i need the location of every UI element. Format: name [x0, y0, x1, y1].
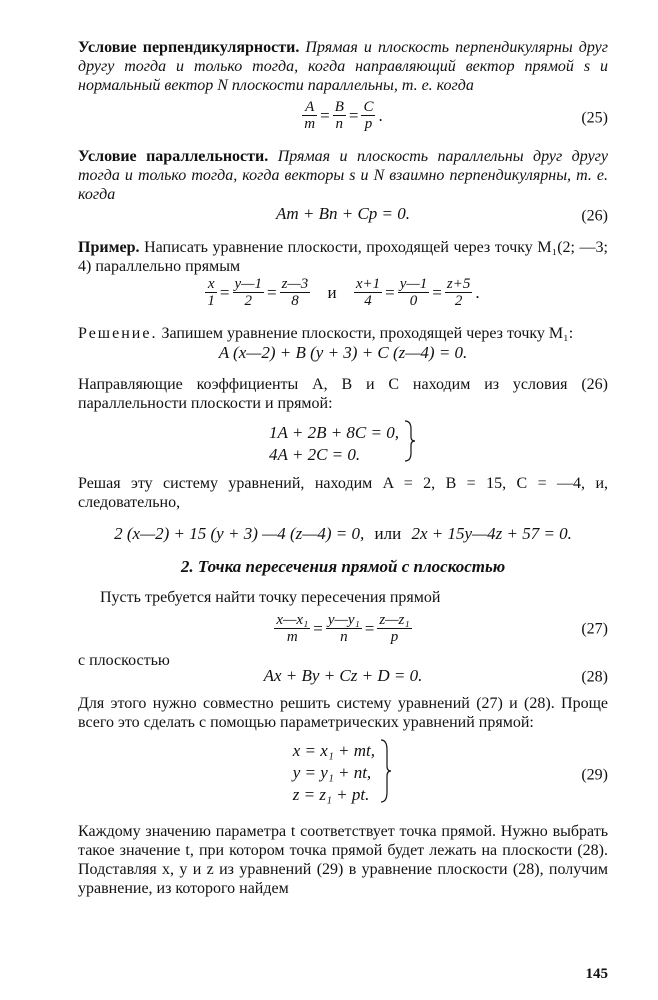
right-brace-icon: [379, 738, 393, 808]
intro-paragraph: Пусть требуется найти точку пересечения прямой: [100, 589, 441, 606]
parallelism-condition: [78, 147, 608, 204]
result-equation: 2 (x—2) + 15 (y + 3) —4 (z—4) = 0, или 2x + 15y—4z + 57 = 0.: [114, 524, 572, 543]
fraction-c-p: $\frac{C}{p}$: [363, 99, 374, 132]
fraction-b-n: $\frac{B}{n}$: [334, 99, 344, 132]
example-text: Написать уравнение плоскости, проходящей через точку M₁(2; —3; 4) параллельно прямым: [78, 239, 608, 275]
example-title: Пример.: [78, 239, 140, 256]
perp-text: Прямая и плоскость перпендикулярны друг другу тогда и только тогда, когда направляющий вектор прямой s и нормальный вектор N плоскости параллельны, т. е. когда: [78, 39, 609, 94]
example-paragraph: [78, 238, 608, 276]
system-1-row-1: 1A + 2B + 8C = 0,: [269, 422, 399, 442]
with-plane-text: с плоскостью: [78, 652, 170, 669]
and-word: и: [327, 283, 337, 302]
equation-number-28: (28): [581, 668, 608, 686]
equation-26-expr: Am + Bn + Cp = 0.: [275, 204, 411, 223]
equation-26: [78, 204, 608, 228]
eq29-row-3: z = z₁ + pt.: [292, 785, 370, 804]
solution-label: Решение.: [78, 325, 158, 342]
equation-25: $\frac{A}{m}$ = $\frac{B}{n}$ = $\frac{C}{p}$ . (25): [304, 99, 608, 132]
equation-number-29: (29): [581, 766, 608, 784]
equation-number-25: (25): [581, 109, 608, 127]
par-text: Прямая и плоскость параллельны друг другу тогда и только тогда, когда векторы s и N взаимно перпендикулярны, т. е. когда: [78, 148, 609, 203]
equation-number-26: (26): [581, 207, 608, 225]
joint-paragraph: Для этого нужно совместно решить систему уравнений (27) и (28). Проще всего это сделать с помощью параметрических уравнений прямой:: [78, 695, 608, 731]
equation-29: [78, 738, 608, 812]
solution-paragraph: [78, 324, 608, 343]
system-1: [78, 419, 608, 468]
equation-28: Ax + By + Cz + D = 0. (28): [263, 666, 608, 686]
perp-title: Условие перпендикулярности.: [78, 39, 300, 56]
eq29-row-1: x = x₁ + mt,: [292, 741, 375, 760]
solve-paragraph: Решая эту систему уравнений, находим A = 2, B = 15, C = —4, и, следовательно,: [78, 475, 608, 511]
perpendicularity-condition: [78, 38, 608, 95]
fraction-a-m: $\frac{A}{m}$: [304, 99, 316, 132]
section-heading: 2. Точка пересечения прямой с плоскостью: [180, 557, 506, 576]
system-1-row-2: 4A + 2C = 0.: [269, 444, 361, 464]
page-content: [78, 38, 608, 898]
equation-27: $\frac{\text{x—x₁}}{m}$ = $\frac{\text{y—y₁}}{n}$ = $\frac{\text{z—z₁}}{p}$ (27): [276, 612, 608, 645]
solution-text: Запишем уравнение плоскости, проходящей через точку M₁:: [161, 325, 574, 342]
equation-number-27: (27): [581, 620, 608, 638]
given-lines: $\frac{x}{1}$ = $\frac{y—1}{2}$ = $\frac{z—3}{8}$ и $\frac{x+1}{4}$ = $\frac{y—1}{0}$ = $\frac{z+5}{2}$ .: [207, 276, 480, 309]
eq29-row-2: y = y₁ + nt,: [292, 763, 372, 782]
right-brace-icon: [403, 419, 417, 468]
page-number: 145: [585, 966, 608, 982]
final-paragraph: Каждому значению параметра t соответствует точка прямой. Нужно выбрать такое значение t, при котором точка прямой будет лежать на плоскости (28). Подставляя x, y и z из уравнений (29) в уравнение плоскости (28), получим уравнение, из которого найдем: [78, 823, 608, 897]
plane-equation: A (x—2) + B (y + 3) + C (z—4) = 0.: [218, 343, 468, 362]
direction-paragraph: Направляющие коэффициенты A, B и C находим из условия (26) параллельности плоскости и прямой:: [78, 376, 608, 412]
par-title: Условие параллельности.: [78, 148, 269, 165]
